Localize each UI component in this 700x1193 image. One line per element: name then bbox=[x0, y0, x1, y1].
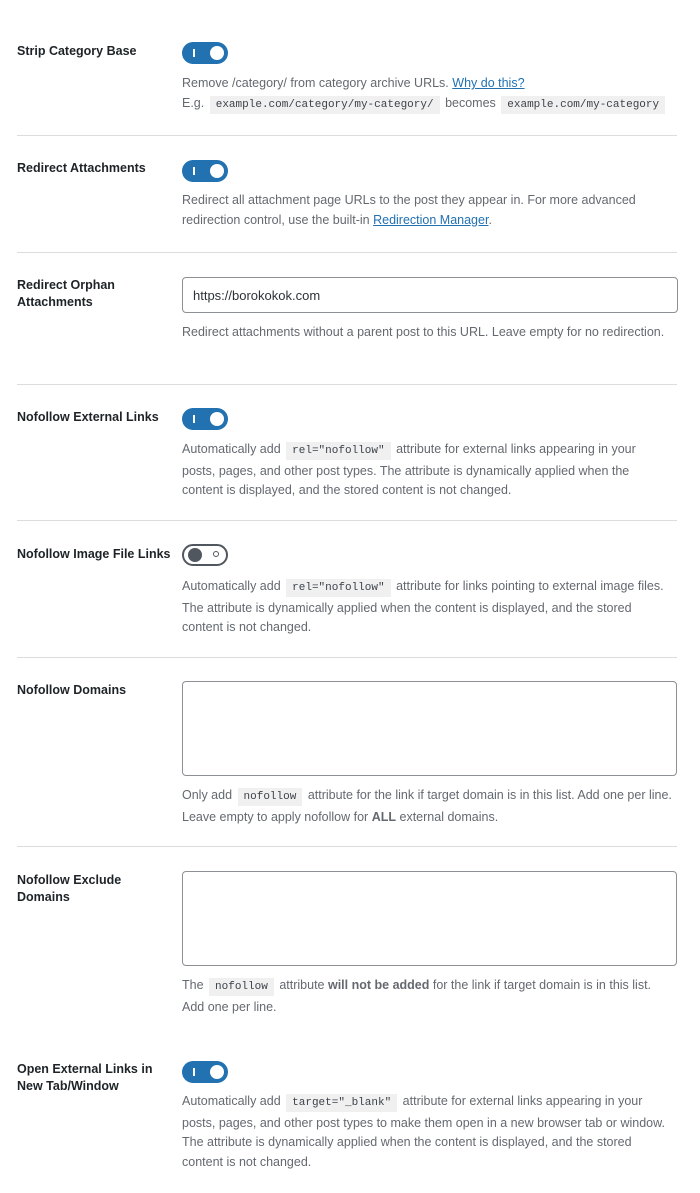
example-from-code: example.com/category/my-category/ bbox=[210, 96, 440, 114]
redirect-orphan-description: Redirect attachments without a parent post to this URL. Leave empty for no redirection. bbox=[182, 325, 665, 339]
open-external-label: Open External Links in New Tab/Window bbox=[17, 1062, 153, 1093]
description-text: The bbox=[182, 978, 204, 992]
toggle-on-bar-icon bbox=[193, 415, 195, 423]
nofollow-exclude-label: Nofollow Exclude Domains bbox=[17, 873, 122, 904]
rel-nofollow-code: rel="nofollow" bbox=[286, 442, 390, 460]
redirect-orphan-url-input[interactable] bbox=[182, 277, 678, 313]
separator bbox=[17, 657, 677, 658]
open-external-toggle[interactable] bbox=[182, 1061, 228, 1083]
separator bbox=[17, 135, 677, 136]
description-text: Automatically add bbox=[182, 442, 281, 456]
toggle-on-bar-icon bbox=[193, 167, 195, 175]
redirect-attachments-label: Redirect Attachments bbox=[17, 161, 146, 175]
nofollow-domains-description bbox=[182, 786, 672, 827]
strip-category-base-label: Strip Category Base bbox=[17, 44, 137, 58]
becomes-text: becomes bbox=[445, 95, 496, 110]
nofollow-external-toggle[interactable] bbox=[182, 408, 228, 430]
description-text: external domains. bbox=[399, 809, 499, 824]
separator bbox=[17, 520, 677, 521]
redirect-orphan-label: Redirect Orphan Attachments bbox=[17, 278, 115, 309]
description-text: Remove /category/ from category archive URLs. bbox=[182, 76, 449, 90]
nofollow-code: nofollow bbox=[209, 978, 274, 996]
example-prefix: E.g. bbox=[182, 95, 205, 110]
toggle-on-bar-icon bbox=[193, 49, 195, 57]
description-text: Only add bbox=[182, 788, 233, 802]
toggle-knob bbox=[210, 1065, 224, 1079]
redirection-manager-link[interactable]: Redirection Manager bbox=[373, 212, 489, 227]
rel-nofollow-code: rel="nofollow" bbox=[286, 579, 390, 597]
description-text: for the link if target domain is in this list. Add one per line. bbox=[182, 978, 652, 1014]
nofollow-exclude-textarea[interactable] bbox=[182, 871, 677, 966]
strip-category-base-description bbox=[182, 74, 672, 115]
nofollow-domains-label: Nofollow Domains bbox=[17, 683, 127, 697]
description-text: Automatically add bbox=[182, 579, 281, 593]
nofollow-domains-textarea[interactable] bbox=[182, 681, 677, 776]
nofollow-image-label: Nofollow Image File Links bbox=[17, 547, 171, 561]
description-text: attribute for external links appearing in your posts, pages, and other post types to make them open in a new browser tab or window. The attribute is dynamically applied when the content is displayed, and the stored content is not changed. bbox=[182, 1094, 665, 1169]
will-not-be-added-bold-text: will not be added bbox=[327, 978, 430, 992]
description-text: attribute for external links appearing in your posts, pages, and other post types. The attribute is dynamically applied when the content is displayed, and the stored content is not changed. bbox=[182, 442, 636, 497]
toggle-on-bar-icon bbox=[193, 1068, 195, 1076]
description-text: Redirect all attachment page URLs to the post they appear in. For more advanced redirection control, use the built-in bbox=[182, 193, 636, 227]
description-period: . bbox=[488, 212, 492, 227]
toggle-knob bbox=[210, 164, 224, 178]
nofollow-code: nofollow bbox=[238, 788, 303, 806]
all-bold-text: ALL bbox=[371, 809, 397, 824]
toggle-knob bbox=[210, 412, 224, 426]
redirect-attachments-description bbox=[182, 191, 672, 230]
strip-category-base-toggle[interactable] bbox=[182, 42, 228, 64]
nofollow-image-description bbox=[182, 577, 672, 638]
redirect-attachments-toggle[interactable] bbox=[182, 160, 228, 182]
why-do-this-link[interactable]: Why do this? bbox=[452, 76, 525, 90]
nofollow-external-description bbox=[182, 440, 672, 501]
nofollow-exclude-description bbox=[182, 976, 672, 1017]
separator bbox=[17, 846, 677, 847]
description-text: attribute bbox=[279, 978, 325, 992]
toggle-off-ring-icon bbox=[213, 551, 219, 557]
description-text: attribute for links pointing to external image files. The attribute is dynamically applied when the content is displayed, and the stored content is not changed. bbox=[182, 579, 664, 634]
nofollow-external-label: Nofollow External Links bbox=[17, 410, 159, 424]
open-external-description bbox=[182, 1092, 672, 1172]
nofollow-image-toggle[interactable] bbox=[182, 544, 228, 566]
toggle-knob bbox=[188, 548, 202, 562]
separator bbox=[17, 252, 677, 253]
separator bbox=[17, 384, 677, 385]
toggle-knob bbox=[210, 46, 224, 60]
example-to-code: example.com/my-category bbox=[501, 96, 665, 114]
description-text: attribute for the link if target domain is in this list. Add one per line. Leave empty to apply nofollow for bbox=[182, 788, 672, 824]
description-text: Automatically add bbox=[182, 1094, 281, 1108]
target-blank-code: target="_blank" bbox=[286, 1094, 397, 1112]
